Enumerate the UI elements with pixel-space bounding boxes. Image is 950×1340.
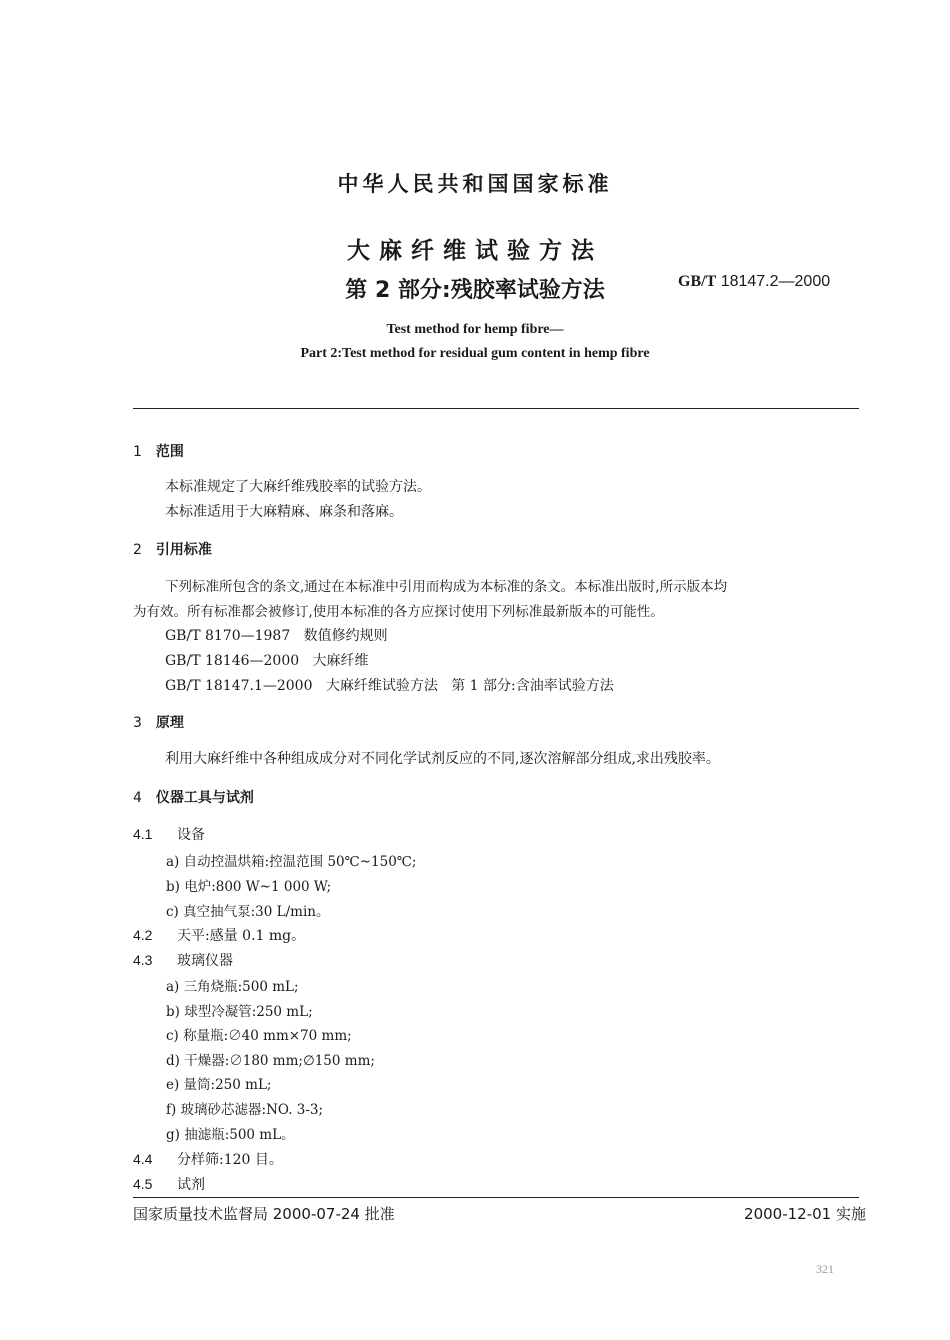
footer-divider	[133, 1197, 859, 1198]
section-title: 引用标准	[155, 542, 212, 558]
section-number: 2	[133, 542, 142, 558]
section-1-heading	[133, 441, 184, 461]
list-item: b) 球型冷凝管:250 mL;	[166, 1004, 313, 1020]
subsection-number: 4.5	[133, 1176, 153, 1192]
section-3-heading	[133, 712, 184, 732]
section-title: 仪器工具与试剂	[155, 790, 254, 806]
subsection-number: 4.2	[133, 927, 153, 943]
list-item: g) 抽滤瓶:500 mL。	[166, 1127, 295, 1143]
subsection-title: 天平:感量 0.1 mg。	[177, 928, 306, 944]
normative-reference: GB/T 18146—2000 大麻纤维	[165, 653, 369, 669]
section-number: 4	[133, 790, 142, 806]
header-divider	[133, 408, 859, 409]
list-item: b) 电炉:800 W~1 000 W;	[166, 879, 332, 895]
english-title-line2: Part 2:Test method for residual gum content in hemp fibre	[300, 346, 650, 361]
subsection-number: 4.3	[133, 952, 153, 968]
standard-number-value: 18147.2—2000	[720, 273, 831, 290]
section-3-para: 利用大麻纤维中各种组成成分对不同化学试剂反应的不同,逐次溶解部分组成,求出残胶率。	[165, 751, 720, 767]
implementation-date: 2000-12-01 实施	[744, 1205, 866, 1223]
standard-number-prefix: GB/T	[678, 273, 717, 290]
document-title-line2: 第 2 部分:残胶率试验方法	[345, 278, 605, 303]
section-2-para-line2: 为有效。所有标准都会被修订,使用本标准的各方应探讨使用下列标准最新版本的可能性。	[133, 604, 664, 620]
section-4-heading	[133, 787, 254, 807]
section-1-para-1: 本标准规定了大麻纤维残胶率的试验方法。	[165, 479, 431, 495]
subsection-4-2	[133, 925, 305, 945]
issuing-body-heading: 中华人民共和国国家标准	[337, 172, 613, 196]
section-2-para-line1: 下列标准所包含的条文,通过在本标准中引用而构成为本标准的条文。本标准出版时,所示版本均	[165, 579, 728, 595]
list-item: a) 三角烧瓶:500 mL;	[166, 979, 299, 995]
standard-number	[678, 273, 830, 291]
list-item: c) 称量瓶:∅40 mm×70 mm;	[166, 1028, 352, 1044]
list-item: a) 自动控温烘箱:控温范围 50℃~150℃;	[166, 854, 417, 870]
section-number: 1	[133, 444, 142, 460]
subsection-number: 4.4	[133, 1151, 153, 1167]
subsection-4-4	[133, 1149, 283, 1169]
subsection-title: 玻璃仪器	[177, 953, 233, 969]
subsection-4-5	[133, 1174, 205, 1194]
subsection-title: 分样筛:120 目。	[177, 1152, 283, 1168]
page-number: 321	[816, 1262, 834, 1276]
subsection-4-3	[133, 950, 233, 970]
normative-reference: GB/T 18147.1—2000 大麻纤维试验方法 第 1 部分:含油率试验方法	[165, 678, 614, 694]
list-item: c) 真空抽气泵:30 L/min。	[166, 904, 330, 920]
approval-statement: 国家质量技术监督局 2000-07-24 批准	[133, 1205, 395, 1223]
list-item: f) 玻璃砂芯滤器:NO. 3-3;	[166, 1102, 324, 1118]
document-title-line1: 大麻纤维试验方法	[347, 238, 603, 264]
section-2-heading	[133, 539, 212, 559]
normative-reference: GB/T 8170—1987 数值修约规则	[165, 628, 388, 644]
section-title: 原理	[155, 715, 184, 731]
section-number: 3	[133, 715, 142, 731]
section-1-para-2: 本标准适用于大麻精麻、麻条和落麻。	[165, 504, 403, 520]
subsection-title: 设备	[177, 827, 205, 843]
subsection-number: 4.1	[133, 826, 153, 842]
subsection-4-1	[133, 824, 205, 844]
section-title: 范围	[155, 444, 184, 460]
english-title-line1: Test method for hemp fibre—	[386, 322, 564, 337]
list-item: d) 干燥器:∅180 mm;∅150 mm;	[166, 1053, 375, 1069]
list-item: e) 量筒:250 mL;	[166, 1077, 272, 1093]
subsection-title: 试剂	[177, 1177, 205, 1193]
